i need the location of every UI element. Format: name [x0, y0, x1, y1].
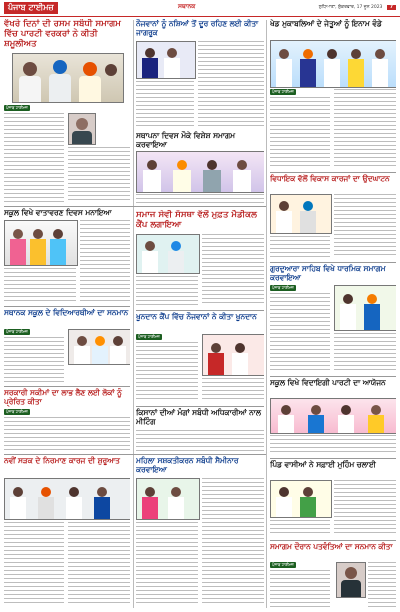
story-photo	[12, 53, 124, 103]
story-headline: ਕਿਸਾਨਾਂ ਦੀਆਂ ਮੰਗਾਂ ਸਬੰਧੀ ਅਧਿਕਾਰੀਆਂ ਨਾਲ ਮੀਟਿੰਗ	[136, 408, 261, 426]
story-photo	[68, 329, 130, 365]
story	[136, 131, 264, 205]
date-text: ਲੁਧਿਆਣਾ, ਸ਼ੁੱਕਰਵਾਰ, 17 ਜੂਨ 2023	[318, 5, 383, 10]
dateline	[319, 4, 396, 10]
story-body	[202, 378, 264, 402]
story	[136, 210, 264, 308]
story	[4, 456, 130, 608]
header-rule	[0, 16, 400, 17]
bureau-tag: ਪੰਜਾਬ ਟਾਈਮਜ਼	[138, 334, 160, 339]
story-photo	[136, 151, 264, 193]
story-headline: ਸਥਾਪਨਾ ਦਿਵਸ ਮੌਕੇ ਵਿਸ਼ੇਸ਼ ਸਮਾਗਮ ਕਰਵਾਇਆ	[136, 131, 235, 149]
story-divider	[136, 310, 264, 311]
story-headline: ਸਮਾਜ ਸੇਵੀ ਸੰਸਥਾ ਵੱਲੋਂ ਮੁਫ਼ਤ ਮੈਡੀਕਲ ਕੈਂਪ ਲਗਾਇਆ	[136, 210, 257, 230]
story-headline: ਮਹਿਲਾ ਸਸ਼ਕਤੀਕਰਨ ਸਬੰਧੀ ਸੈਮੀਨਾਰ ਕਰਵਾਇਆ	[136, 456, 239, 474]
story-body	[270, 97, 330, 169]
story-body	[80, 220, 130, 302]
portrait-photo	[336, 562, 366, 598]
story	[136, 19, 264, 129]
story-photo	[270, 398, 396, 434]
story-body	[368, 562, 396, 607]
story-photo	[334, 285, 396, 331]
story	[270, 378, 396, 456]
story	[4, 19, 130, 205]
story-body	[68, 522, 130, 606]
story-divider	[4, 306, 130, 307]
section-title: ਸਥਾਨਕ	[178, 3, 196, 10]
story-body	[136, 81, 194, 127]
story-body	[136, 522, 198, 606]
story-photo	[270, 194, 332, 234]
story-body	[270, 435, 396, 455]
story-body	[270, 293, 330, 373]
story-body	[4, 113, 64, 203]
story-photo	[136, 41, 196, 79]
story	[136, 312, 264, 404]
story-body	[4, 417, 130, 451]
story-body	[4, 337, 64, 383]
story-body	[270, 570, 330, 607]
column-divider	[133, 20, 134, 608]
story-body	[202, 234, 264, 306]
story-divider	[136, 406, 264, 407]
story-body	[4, 522, 64, 606]
story	[136, 408, 264, 452]
story-photo	[4, 478, 130, 520]
story-body	[198, 41, 264, 127]
story-body	[136, 194, 264, 204]
story-body	[334, 89, 396, 169]
story-body	[136, 430, 264, 452]
story	[270, 264, 396, 374]
story-photo	[202, 334, 264, 376]
story-photo	[136, 234, 200, 274]
page-number-badge: 7	[387, 5, 396, 10]
story-body	[334, 480, 396, 536]
story-body	[334, 333, 396, 373]
bureau-tag: ਪੰਜਾਬ ਟਾਈਮਜ਼	[272, 89, 294, 94]
story	[4, 308, 130, 384]
story-divider	[270, 540, 396, 541]
story-headline: ਖੂਨਦਾਨ ਕੈਂਪ ਵਿੱਚ ਨੌਜਵਾਨਾਂ ਨੇ ਕੀਤਾ ਖੂਨਦਾਨ	[136, 312, 257, 321]
story-divider	[4, 454, 266, 455]
story-body	[136, 276, 198, 306]
story-divider	[270, 458, 396, 459]
bureau-tag: ਪੰਜਾਬ ਟਾਈਮਜ਼	[6, 329, 28, 334]
bureau-tag: ਪੰਜਾਬ ਟਾਈਮਜ਼	[272, 562, 294, 567]
story-divider	[4, 206, 266, 207]
story-body	[270, 236, 330, 258]
story-photo	[4, 220, 78, 266]
story	[270, 19, 396, 170]
column-divider	[266, 20, 267, 608]
newspaper-brand: ਪੰਜਾਬ ਟਾਈਮਜ਼	[4, 2, 58, 14]
masthead	[0, 0, 400, 17]
story-body	[270, 520, 330, 536]
story-headline: ਵਿਧਾਇਕ ਵੱਲੋਂ ਵਿਕਾਸ ਕਾਰਜਾਂ ਦਾ ਉਦਘਾਟਨ	[270, 174, 390, 183]
story-headline: ਖੇਡ ਮੁਕਾਬਲਿਆਂ ਦੇ ਜੇਤੂਆਂ ਨੂੰ ਇਨਾਮ ਵੰਡੇ	[270, 19, 382, 28]
story-divider	[4, 386, 130, 387]
story	[270, 542, 396, 608]
bureau-tag: ਪੰਜਾਬ ਟਾਈਮਜ਼	[272, 285, 294, 290]
story-divider	[270, 172, 396, 173]
bureau-tag: ਪੰਜਾਬ ਟਾਈਮਜ਼	[6, 409, 28, 414]
story-headline: ਸਥਾਨਕ ਸਕੂਲ ਦੇ ਵਿਦਿਆਰਥੀਆਂ ਦਾ ਸਨਮਾਨ	[4, 308, 129, 317]
story-photo	[270, 40, 396, 88]
story	[270, 174, 396, 260]
story-headline: ਸਰਕਾਰੀ ਸਕੀਮਾਂ ਦਾ ਲਾਭ ਲੈਣ ਲਈ ਲੋਕਾਂ ਨੂੰ ਪ੍ਰੇਰਿਤ ਕੀਤਾ	[4, 388, 122, 406]
story	[270, 460, 396, 538]
story-headline: ਗੁਰਦੁਆਰਾ ਸਾਹਿਬ ਵਿਖੇ ਧਾਰਮਿਕ ਸਮਾਗਮ ਕਰਵਾਇਆ	[270, 264, 386, 282]
story-body	[136, 342, 198, 402]
story-body	[68, 147, 130, 203]
story	[4, 388, 130, 452]
story-headline: ਸਕੂਲ ਵਿਖੇ ਵਾਤਾਵਰਣ ਦਿਵਸ ਮਨਾਇਆ	[4, 208, 112, 217]
story	[4, 208, 130, 304]
story-body	[334, 194, 396, 258]
story-headline: ਵੱਖਰੇ ਦਿਨਾਂ ਦੀ ਰਸਮ ਸਬੰਧੀ ਸਮਾਗਮ ਵਿੱਚ ਪਾਰਟੀ ਵਰਕਰਾਂ ਨੇ ਕੀਤੀ ਸ਼ਮੂਲੀਅਤ	[4, 19, 121, 49]
bureau-tag: ਪੰਜਾਬ ਟਾਈਮਜ਼	[6, 105, 28, 110]
story-headline: ਸਮਾਗਮ ਦੌਰਾਨ ਪਤਵੰਤਿਆਂ ਦਾ ਸਨਮਾਨ ਕੀਤਾ	[270, 542, 393, 551]
story-headline: ਨੌਜਵਾਨਾਂ ਨੂੰ ਨਸ਼ਿਆਂ ਤੋਂ ਦੂਰ ਰਹਿਣ ਲਈ ਕੀਤਾ ਜਾਗਰੂਕ	[136, 19, 259, 37]
story-headline: ਪਿੰਡ ਵਾਸੀਆਂ ਨੇ ਸਫ਼ਾਈ ਮੁਹਿੰਮ ਚਲਾਈ	[270, 460, 376, 469]
story-headline: ਨਵੀਂ ਸੜਕ ਦੇ ਨਿਰਮਾਣ ਕਾਰਜ ਦੀ ਸ਼ੁਰੂਆਤ	[4, 456, 120, 465]
portrait-photo	[68, 113, 96, 145]
story-divider	[270, 376, 396, 377]
story-headline: ਸਕੂਲ ਵਿਖੇ ਵਿਦਾਇਗੀ ਪਾਰਟੀ ਦਾ ਆਯੋਜਨ	[270, 378, 386, 387]
story-divider	[270, 262, 396, 263]
story-body	[4, 268, 76, 302]
story-photo	[136, 478, 200, 520]
story-body	[202, 478, 264, 606]
story-photo	[270, 480, 332, 518]
story	[136, 456, 264, 608]
